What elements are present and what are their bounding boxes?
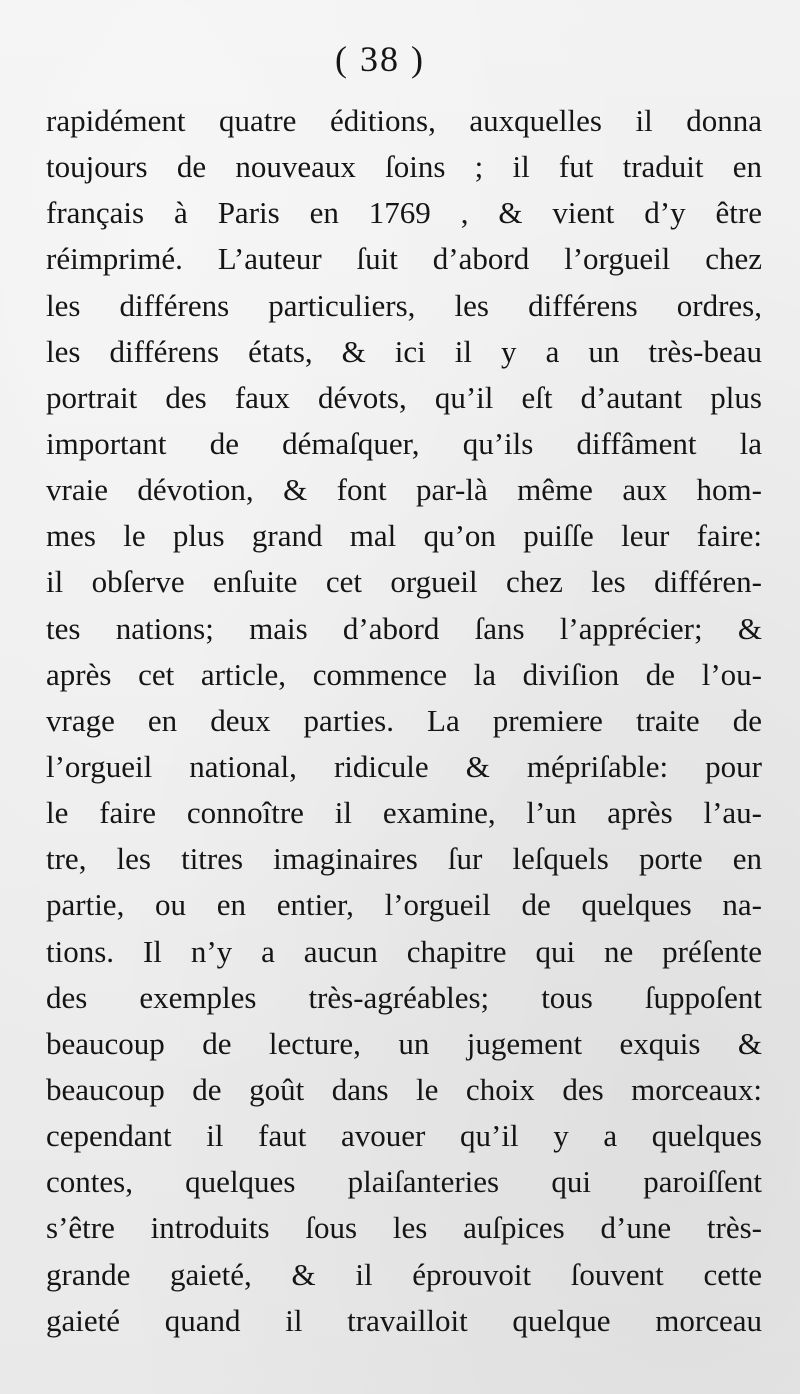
text-line: mes le plus grand mal qu’on puiſſe leur faire: (46, 518, 762, 554)
text-line: rapidément quatre éditions, auxquelles il donna (46, 103, 762, 138)
text-line: les différens états, & ici il y a un très-beau (46, 333, 762, 369)
text-line: s’être introduits ſous les auſpices d’une très- (46, 1210, 762, 1246)
text-line: portrait des faux dévots, qu’il eſt d’autant plus (46, 379, 762, 415)
text-line: l’orgueil national, ridicule & mépriſable: pour (46, 748, 762, 784)
text-line: beaucoup de goût dans le choix des morceaux: (46, 1071, 762, 1107)
text-line: important de démaſquer, qu’ils diffâment la (46, 425, 762, 461)
text-line: tes nations; mais d’abord ſans l’apprécier; & (46, 610, 762, 646)
text-line: toujours de nouveaux ſoins ; il fut traduit en (46, 149, 762, 185)
text-line: français à Paris en 1769 , & vient d’y être (46, 195, 762, 231)
text-line: gaieté quand il travailloit quelque morceau (46, 1302, 762, 1338)
text-line: il obſerve enſuite cet orgueil chez les différen- (46, 564, 762, 600)
text-line: après cet article, commence la diviſion de l’ou- (46, 656, 762, 692)
page-number: ( 38 ) (335, 39, 425, 79)
text-line: vrage en deux parties. La premiere traite de (46, 702, 762, 738)
text-line: grande gaieté, & il éprouvoit ſouvent cette (46, 1256, 762, 1292)
text-line: les différens particuliers, les différens ordres, (46, 287, 762, 323)
text-line: réimprimé. L’auteur ſuit d’abord l’orgueil chez (46, 241, 762, 277)
text-line: tions. Il n’y a aucun chapitre qui ne préſente (46, 933, 762, 969)
text-line: vraie dévotion, & font par-là même aux hom- (46, 472, 762, 508)
text-line: tre, les titres imaginaires ſur leſquels porte en (46, 841, 762, 877)
text-line: le faire connoître il examine, l’un après l’au- (46, 795, 762, 831)
text-line: contes, quelques plaiſanteries qui paroiſſent (46, 1164, 762, 1200)
text-line: des exemples très-agréables; tous ſuppoſent (46, 979, 762, 1015)
text-line: partie, ou en entier, l’orgueil de quelques na- (46, 887, 762, 923)
body-text (46, 98, 762, 1344)
text-line: cependant il faut avouer qu’il y a quelques (46, 1118, 762, 1154)
text-line: beaucoup de lecture, un jugement exquis & (46, 1025, 762, 1061)
